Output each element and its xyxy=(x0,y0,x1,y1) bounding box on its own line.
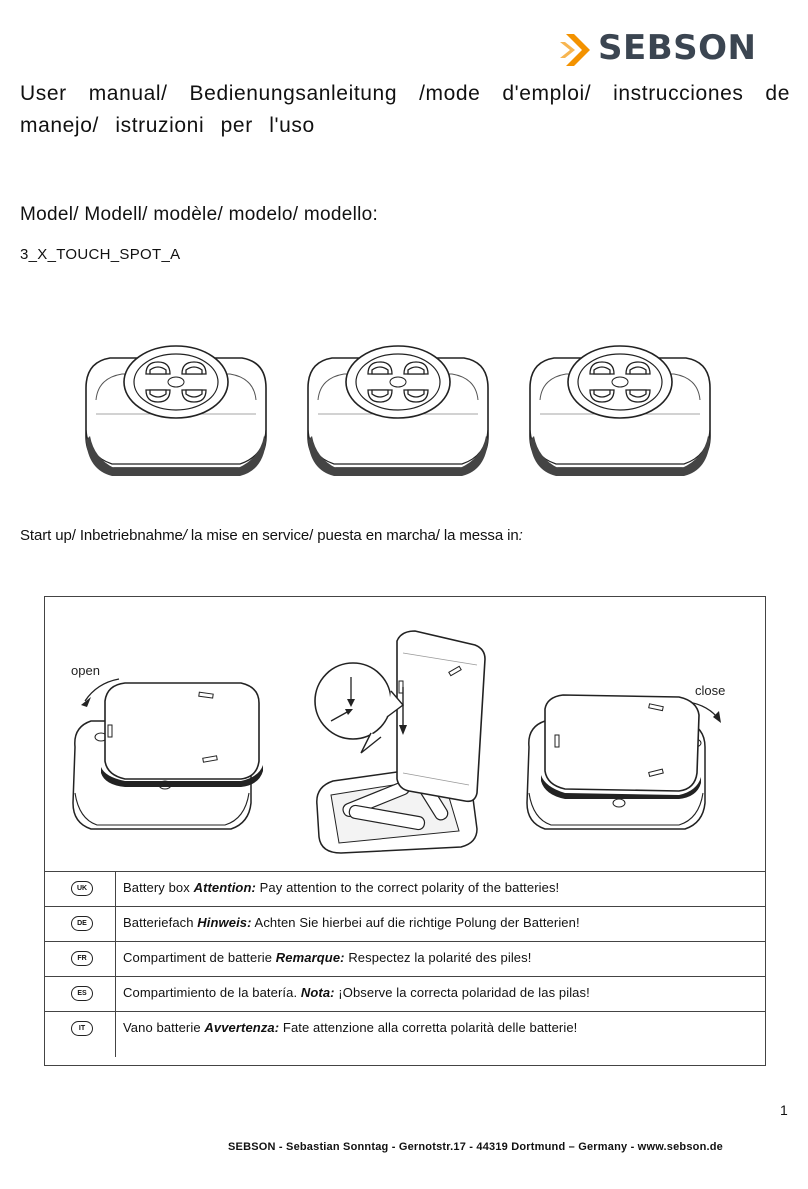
instruction-row xyxy=(45,976,765,1011)
startup-heading: Start up/ Inbetriebnahme/ la mise en service/ puesta en marcha/ la messa in: xyxy=(20,527,523,544)
language-badge-icon: ES xyxy=(71,986,93,1001)
page-title: User manual/ Bedienungsanleitung /mode d'emploi/ instrucciones de manejo/ istruzioni per l'uso xyxy=(20,82,790,137)
language-badge-icon: IT xyxy=(71,1021,93,1036)
brand-name: SEBSON xyxy=(598,28,757,68)
model-label: Model/ Modell/ modèle/ modelo/ modello: xyxy=(20,204,379,225)
instruction-text: Vano batterie Avvertenza: Fate attenzione alla corretta polarità delle batterie! xyxy=(123,1020,578,1035)
instruction-table xyxy=(44,596,766,1066)
instruction-rows xyxy=(45,871,765,1057)
language-cell xyxy=(45,907,116,941)
battery-compartment-icon xyxy=(315,631,485,853)
instruction-text: Compartiment de batterie Remarque: Respectez la polarité des piles! xyxy=(123,950,532,965)
open-label: open xyxy=(71,663,100,678)
instruction-row xyxy=(45,1011,765,1057)
open-lid-icon xyxy=(71,663,263,829)
language-badge-icon: DE xyxy=(71,916,93,931)
instruction-text: Battery box Attention: Pay attention to the correct polarity of the batteries! xyxy=(123,880,560,895)
model-value: 3_X_TOUCH_SPOT_A xyxy=(20,246,181,263)
language-badge-icon: FR xyxy=(71,951,93,966)
instruction-row xyxy=(45,941,765,976)
instruction-row xyxy=(45,871,765,906)
language-badge-icon: UK xyxy=(71,881,93,896)
language-cell xyxy=(45,942,116,976)
product-illustration xyxy=(76,340,736,490)
instruction-text: Compartimiento de la batería. Nota: ¡Observe la correcta polaridad de las pilas! xyxy=(123,985,590,1000)
language-cell xyxy=(45,872,116,906)
instruction-row xyxy=(45,906,765,941)
language-cell xyxy=(45,1012,116,1057)
close-lid-icon xyxy=(527,683,725,829)
close-label: close xyxy=(695,683,726,698)
battery-install-illustration xyxy=(45,597,765,871)
footer: SEBSON - Sebastian Sonntag - Gernotstr.17 - 44319 Dortmund – Germany - www.sebson.de xyxy=(228,1141,724,1153)
page-number: 1 xyxy=(780,1102,788,1118)
instruction-text: Batteriefach Hinweis: Achten Sie hierbei auf die richtige Polung der Batterien! xyxy=(123,915,580,930)
language-cell xyxy=(45,977,116,1011)
